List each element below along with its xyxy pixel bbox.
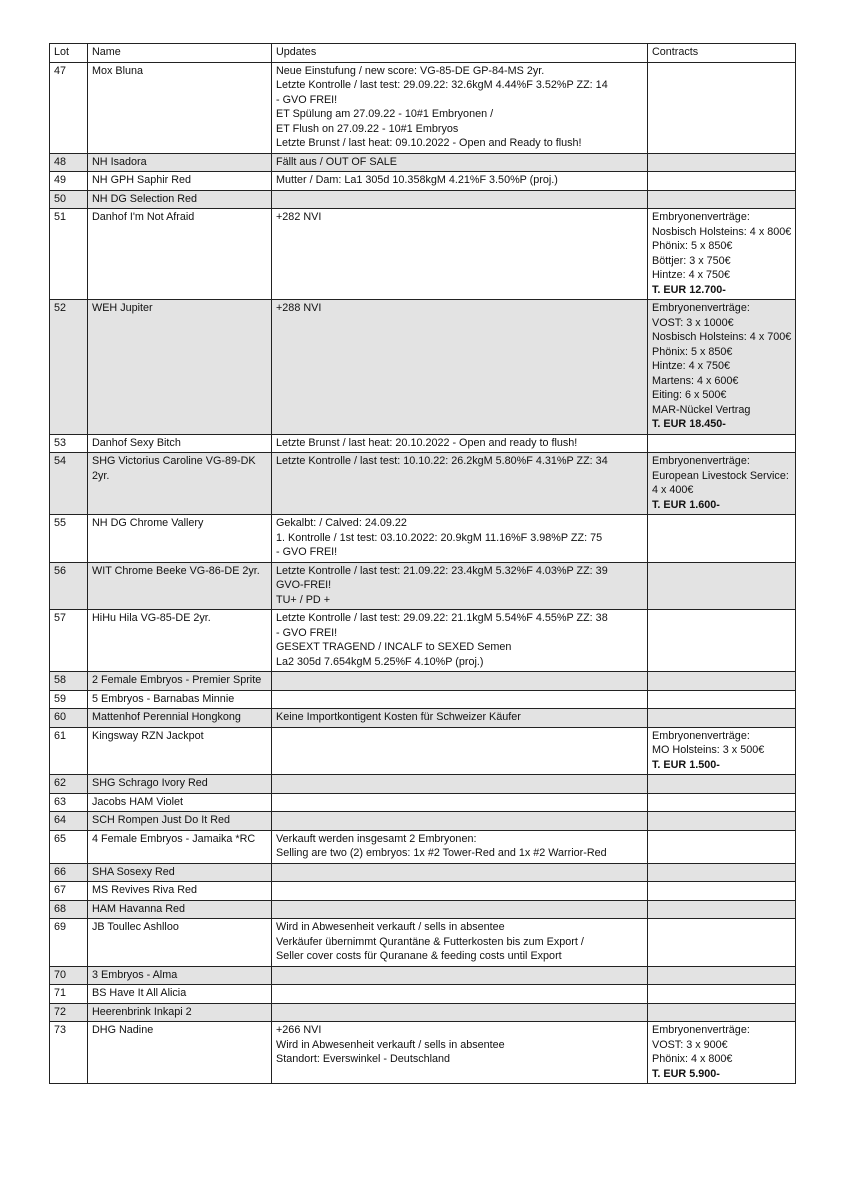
lot-cell: 63 <box>50 793 88 812</box>
update-line: Letzte Kontrolle / last test: 21.09.22: 23.4kgM 5.32%F 4.03%P ZZ: 39 <box>276 564 608 577</box>
table-row <box>50 966 796 985</box>
table-row <box>50 793 796 812</box>
name-cell: MS Revives Riva Red <box>88 882 272 901</box>
updates-cell <box>272 190 648 209</box>
table-row <box>50 434 796 453</box>
table-row <box>50 727 796 775</box>
table-row <box>50 830 796 863</box>
table-row <box>50 690 796 709</box>
contracts-cell <box>648 1022 796 1084</box>
update-line: Letzte Kontrolle / last test: 10.10.22: 26.2kgM 5.80%F 4.31%P ZZ: 34 <box>276 455 608 467</box>
lot-cell: 53 <box>50 434 88 453</box>
contracts-cell <box>648 610 796 672</box>
contracts-cell <box>648 434 796 453</box>
name-cell: SHG Victorius Caroline VG-89-DK 2yr. <box>88 453 272 515</box>
lot-cell: 71 <box>50 985 88 1004</box>
contracts-cell <box>648 709 796 728</box>
contracts-cell <box>648 672 796 691</box>
table-row <box>50 515 796 563</box>
contract-total: T. EUR 12.700- <box>652 283 726 296</box>
lot-cell: 73 <box>50 1022 88 1084</box>
lot-cell: 67 <box>50 882 88 901</box>
lot-cell: 66 <box>50 863 88 882</box>
contract-line: Embryonenverträge: <box>652 1024 750 1036</box>
contract-line: Hintze: 4 x 750€ <box>652 269 731 281</box>
updates-cell <box>272 966 648 985</box>
updates-cell <box>272 830 648 863</box>
lot-updates-table <box>49 43 796 1084</box>
updates-cell <box>272 153 648 172</box>
table-row <box>50 453 796 515</box>
contract-line: Nosbisch Holsteins: 4 x 700€ <box>652 331 792 343</box>
updates-cell <box>272 610 648 672</box>
table-row <box>50 610 796 672</box>
update-line: TU+ / PD + <box>276 593 331 606</box>
update-line: Mutter / Dam: La1 305d 10.358kgM 4.21%F 3.50%P (proj.) <box>276 174 558 186</box>
contract-total: T. EUR 18.450- <box>652 418 726 430</box>
name-cell: SHA Sosexy Red <box>88 863 272 882</box>
contract-total: T. EUR 1.600- <box>652 498 720 511</box>
lot-cell: 59 <box>50 690 88 709</box>
update-line: Keine Importkontigent Kosten für Schweizer Käufer <box>276 711 521 723</box>
name-cell: 5 Embryos - Barnabas Minnie <box>88 690 272 709</box>
contracts-cell <box>648 172 796 191</box>
table-row <box>50 863 796 882</box>
contracts-cell <box>648 812 796 831</box>
table-row <box>50 985 796 1004</box>
contracts-cell <box>648 190 796 209</box>
update-line: Fällt aus / OUT OF SALE <box>276 155 398 168</box>
updates-cell <box>272 863 648 882</box>
update-line: 1. Kontrolle / 1st test: 03.10.2022: 20.9kgM 11.16%F 3.98%P ZZ: 75 <box>276 531 603 544</box>
lot-cell: 54 <box>50 453 88 515</box>
table-row <box>50 562 796 610</box>
lot-cell: 51 <box>50 209 88 300</box>
header-name: Name <box>88 44 272 63</box>
lot-cell: 61 <box>50 727 88 775</box>
name-cell: Mattenhof Perennial Hongkong <box>88 709 272 728</box>
name-cell: SHG Schrago Ivory Red <box>88 775 272 794</box>
updates-cell <box>272 300 648 435</box>
updates-cell <box>272 434 648 453</box>
lot-cell: 69 <box>50 919 88 967</box>
contract-line: Phönix: 5 x 850€ <box>652 240 733 252</box>
update-line: Letzte Brunst / last heat: 20.10.2022 - Open and ready to flush! <box>276 436 578 449</box>
name-cell: NH GPH Saphir Red <box>88 172 272 191</box>
name-cell: Heerenbrink Inkapi 2 <box>88 1003 272 1022</box>
name-cell: 4 Female Embryos - Jamaika *RC <box>88 830 272 863</box>
table-row <box>50 775 796 794</box>
name-cell: HAM Havanna Red <box>88 900 272 919</box>
updates-cell <box>272 672 648 691</box>
contracts-cell <box>648 1003 796 1022</box>
table-row <box>50 172 796 191</box>
name-cell: Mox Bluna <box>88 62 272 153</box>
name-cell: JB Toullec Ashlloo <box>88 919 272 967</box>
name-cell: Kingsway RZN Jackpot <box>88 727 272 775</box>
update-line: ET Flush on 27.09.22 - 10#1 Embryos <box>276 122 459 135</box>
contracts-cell <box>648 562 796 610</box>
update-line: Letzte Kontrolle / last test: 29.09.22: 32.6kgM 4.44%F 3.52%P ZZ: 14 <box>276 79 608 91</box>
table-row <box>50 672 796 691</box>
contracts-cell <box>648 900 796 919</box>
contracts-cell <box>648 209 796 300</box>
name-cell: Danhof I'm Not Afraid <box>88 209 272 300</box>
table-row <box>50 209 796 300</box>
lot-cell: 60 <box>50 709 88 728</box>
lot-cell: 49 <box>50 172 88 191</box>
contracts-cell <box>648 300 796 435</box>
update-line: GESEXT TRAGEND / INCALF to SEXED Semen <box>276 641 512 653</box>
update-line: La2 305d 7.654kgM 5.25%F 4.10%P (proj.) <box>276 655 484 668</box>
contracts-cell <box>648 515 796 563</box>
name-cell: SCH Rompen Just Do It Red <box>88 812 272 831</box>
updates-cell <box>272 172 648 191</box>
lot-cell: 48 <box>50 153 88 172</box>
lot-cell: 47 <box>50 62 88 153</box>
lot-cell: 57 <box>50 610 88 672</box>
contract-total: T. EUR 1.500- <box>652 758 720 771</box>
table-row <box>50 153 796 172</box>
contract-line: VOST: 3 x 1000€ <box>652 316 734 329</box>
updates-cell <box>272 1022 648 1084</box>
updates-cell <box>272 727 648 775</box>
contract-line: Embryonenverträge: <box>652 455 750 467</box>
contract-line: Embryonenverträge: <box>652 729 750 742</box>
contracts-cell <box>648 793 796 812</box>
lot-cell: 65 <box>50 830 88 863</box>
contracts-cell <box>648 690 796 709</box>
update-line: Letzte Brunst / last heat: 09.10.2022 - Open and Ready to flush! <box>276 137 582 149</box>
contracts-cell <box>648 453 796 515</box>
lot-cell: 50 <box>50 190 88 209</box>
update-line: Selling are two (2) embryos: 1x #2 Tower-Red and 1x #2 Warrior-Red <box>276 847 607 859</box>
updates-cell <box>272 775 648 794</box>
name-cell: HiHu Hila VG-85-DE 2yr. <box>88 610 272 672</box>
contract-line: MAR-Nückel Vertrag <box>652 403 751 416</box>
table-row <box>50 919 796 967</box>
contract-line: VOST: 3 x 900€ <box>652 1038 728 1051</box>
lot-cell: 64 <box>50 812 88 831</box>
contract-total: T. EUR 5.900- <box>652 1067 720 1080</box>
updates-cell <box>272 985 648 1004</box>
lot-cell: 68 <box>50 900 88 919</box>
contract-line: Hintze: 4 x 750€ <box>652 360 731 372</box>
update-line: Verkauft werden insgesamt 2 Embryonen: <box>276 832 477 845</box>
table-row <box>50 62 796 153</box>
contract-line: Embryonenverträge: <box>652 302 750 314</box>
header-updates: Updates <box>272 44 648 63</box>
update-line: - GVO FREI! <box>276 626 338 639</box>
contract-line: Embryonenverträge: <box>652 211 750 223</box>
contracts-cell <box>648 727 796 775</box>
name-cell: BS Have It All Alicia <box>88 985 272 1004</box>
contract-line: MO Holsteins: 3 x 500€ <box>652 744 765 756</box>
update-line: Gekalbt: / Calved: 24.09.22 <box>276 517 407 529</box>
contracts-cell <box>648 830 796 863</box>
lot-cell: 70 <box>50 966 88 985</box>
update-line: Verkäufer übernimmt Qurantäne & Futterkosten bis zum Export / <box>276 935 584 948</box>
header-lot: Lot <box>50 44 88 63</box>
contracts-cell <box>648 863 796 882</box>
name-cell: WIT Chrome Beeke VG-86-DE 2yr. <box>88 562 272 610</box>
lot-cell: 52 <box>50 300 88 435</box>
table-row <box>50 812 796 831</box>
updates-cell <box>272 453 648 515</box>
lot-cell: 72 <box>50 1003 88 1022</box>
updates-cell <box>272 62 648 153</box>
updates-cell <box>272 690 648 709</box>
header-row <box>50 44 796 63</box>
contract-line: European Livestock Service: <box>652 469 789 482</box>
name-cell: 2 Female Embryos - Premier Sprite <box>88 672 272 691</box>
update-line: GVO-FREI! <box>276 579 332 591</box>
update-line: Seller cover costs für Quranane & feeding costs until Export <box>276 950 562 962</box>
lot-cell: 56 <box>50 562 88 610</box>
contract-line: Nosbisch Holsteins: 4 x 800€ <box>652 225 792 238</box>
name-cell: DHG Nadine <box>88 1022 272 1084</box>
contract-line: Phönix: 4 x 800€ <box>652 1053 733 1065</box>
name-cell: Jacobs HAM Violet <box>88 793 272 812</box>
table-row <box>50 190 796 209</box>
contract-line: Böttjer: 3 x 750€ <box>652 254 731 267</box>
update-line: Letzte Kontrolle / last test: 29.09.22: 21.1kgM 5.54%F 4.55%P ZZ: 38 <box>276 612 608 624</box>
update-line: +282 NVI <box>276 211 322 223</box>
name-cell: Danhof Sexy Bitch <box>88 434 272 453</box>
contracts-cell <box>648 966 796 985</box>
updates-cell <box>272 882 648 901</box>
updates-cell <box>272 919 648 967</box>
updates-cell <box>272 209 648 300</box>
contract-line: Phönix: 5 x 850€ <box>652 345 733 358</box>
updates-cell <box>272 515 648 563</box>
lot-cell: 55 <box>50 515 88 563</box>
update-line: - GVO FREI! <box>276 93 338 106</box>
updates-cell <box>272 562 648 610</box>
table-row <box>50 1022 796 1084</box>
update-line: Wird in Abwesenheit verkauft / sells in absentee <box>276 1038 505 1051</box>
updates-cell <box>272 1003 648 1022</box>
name-cell: NH DG Chrome Vallery <box>88 515 272 563</box>
table-row <box>50 1003 796 1022</box>
updates-cell <box>272 709 648 728</box>
contracts-cell <box>648 882 796 901</box>
table-row <box>50 900 796 919</box>
update-line: Wird in Abwesenheit verkauft / sells in absentee <box>276 921 505 933</box>
updates-cell <box>272 900 648 919</box>
name-cell: 3 Embryos - Alma <box>88 966 272 985</box>
contract-line: Eiting: 6 x 500€ <box>652 389 727 401</box>
lot-cell: 62 <box>50 775 88 794</box>
contract-line: 4 x 400€ <box>652 484 694 496</box>
table-row <box>50 300 796 435</box>
update-line: - GVO FREI! <box>276 546 338 558</box>
contracts-cell <box>648 775 796 794</box>
contracts-cell <box>648 62 796 153</box>
contracts-cell <box>648 919 796 967</box>
lot-cell: 58 <box>50 672 88 691</box>
updates-cell <box>272 793 648 812</box>
table-row <box>50 882 796 901</box>
update-line: +288 NVI <box>276 302 322 314</box>
contracts-cell <box>648 985 796 1004</box>
update-line: +266 NVI <box>276 1024 322 1036</box>
name-cell: NH Isadora <box>88 153 272 172</box>
contract-line: Martens: 4 x 600€ <box>652 374 739 387</box>
update-line: Standort: Everswinkel - Deutschland <box>276 1053 451 1065</box>
update-line: Neue Einstufung / new score: VG-85-DE GP-84-MS 2yr. <box>276 64 545 77</box>
header-contracts: Contracts <box>648 44 796 63</box>
table-row <box>50 709 796 728</box>
name-cell: WEH Jupiter <box>88 300 272 435</box>
contracts-cell <box>648 153 796 172</box>
name-cell: NH DG Selection Red <box>88 190 272 209</box>
updates-cell <box>272 812 648 831</box>
update-line: ET Spülung am 27.09.22 - 10#1 Embryonen / <box>276 108 494 120</box>
